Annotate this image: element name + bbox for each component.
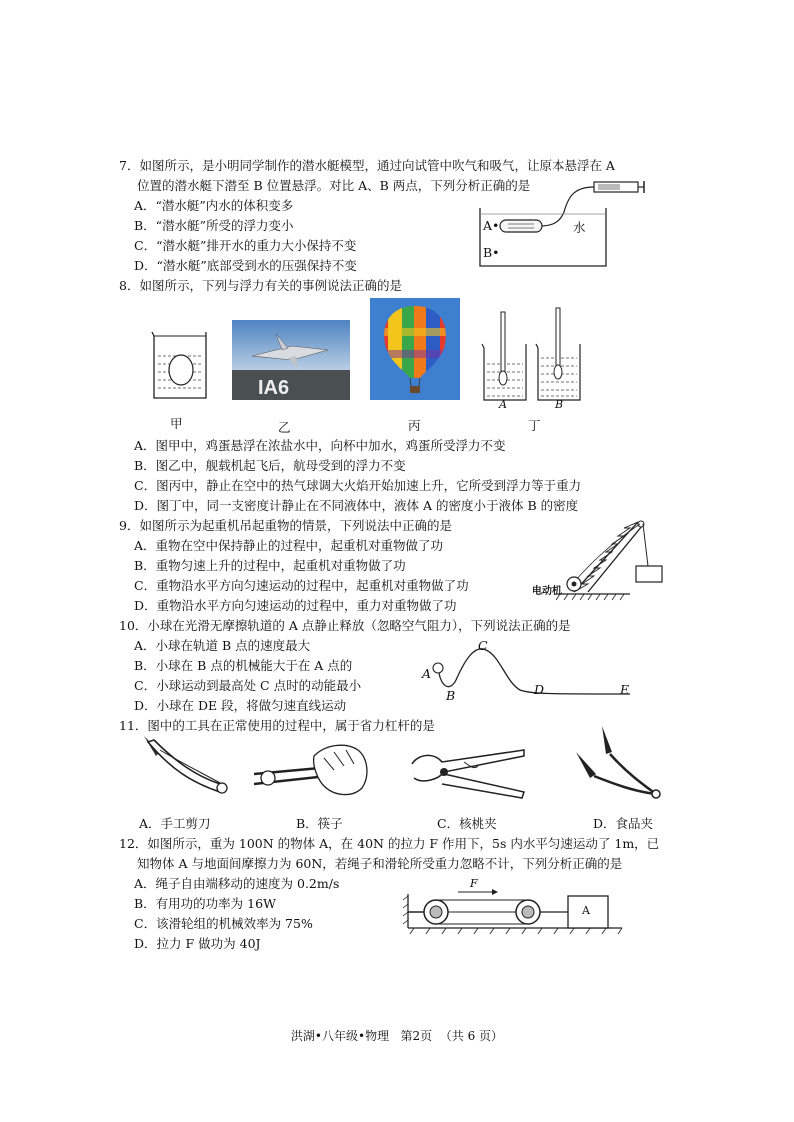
q7-submarine-figure [478, 178, 648, 270]
q9-option-a: A．重物在空中保持静止的过程中，起重机对重物做了功 [134, 538, 444, 553]
q12-label-block: A [582, 904, 590, 917]
q8-stem: 8．如图所示，下列与浮力有关的事例说法正确的是 [119, 278, 402, 293]
q10-label-d: D [534, 682, 545, 697]
q9-motor-label: 电动机 [532, 586, 562, 597]
q10-option-b: B．小球在 B 点的机械能大于在 A 点的 [134, 658, 353, 673]
q8-hot-air-balloon-photo [370, 298, 460, 400]
q8-caption-bing: 丙 [408, 418, 421, 433]
q8-option-c: C．图丙中，静止在空中的热气球调大火焰开始加速上升，它所受到浮力等于重力 [134, 478, 582, 493]
q11-caption-d: D．食品夹 [593, 816, 654, 831]
q7-label-water: 水 [573, 220, 586, 235]
q12-stem-line1: 12．如图所示，重为 100N 的物体 A，在 40N 的拉力 F 作用下，5s 内水平匀速运动了 1m，已 [119, 836, 660, 851]
q11-caption-a: A．手工剪刀 [139, 816, 211, 831]
q11-hand-shears-figure [140, 732, 230, 800]
q8-caption-jia: 甲 [170, 416, 183, 431]
q7-option-a: A．“潜水艇”内水的体积变多 [134, 198, 294, 213]
q12-option-c: C．该滑轮组的机械效率为 75% [134, 916, 313, 931]
q9-option-c: C．重物沿水平方向匀速运动的过程中，起重机对重物做了功 [134, 578, 469, 593]
q8-carrier-jet-photo [232, 320, 350, 400]
q12-stem-line2: 知物体 A 与地面间摩擦力为 60N，若绳子和滑轮所受重力忽略不计，下列分析正确的是 [137, 856, 623, 871]
q10-label-a: A [422, 666, 432, 681]
q12-option-b: B．有用功的功率为 16W [134, 896, 276, 911]
q7-label-a: A• [483, 218, 500, 233]
q10-track-figure [420, 638, 640, 704]
q8-option-d: D．图丁中，同一支密度计静止在不同液体中，液体 A 的密度小于液体 B 的密度 [134, 498, 579, 513]
q11-stem: 11．图中的工具在正常使用的过程中，属于省力杠杆的是 [119, 718, 435, 733]
q12-option-d: D．拉力 F 做功为 40J [134, 936, 261, 951]
q9-stem: 9．如图所示为起重机吊起重物的情景，下列说法中正确的是 [119, 518, 452, 533]
q10-stem: 10．小球在光滑无摩擦轨道的 A 点静止释放（忽略空气阻力），下列说法正确的是 [119, 618, 571, 633]
q10-option-c: C．小球运动到最高处 C 点时的动能最小 [134, 678, 362, 693]
q7-label-b: B• [483, 245, 500, 260]
q8-hydrometer-figure [478, 306, 590, 414]
q7-option-b: B．“潜水艇”所受的浮力变小 [134, 218, 294, 233]
q10-label-e: E [620, 682, 630, 697]
q10-label-b: B [446, 688, 456, 703]
q7-stem-line2: 位置的潜水艇下潜至 B 位置悬浮。对比 A、B 两点，下列分析正确的是 [137, 178, 531, 193]
q12-label-f: F [470, 877, 478, 890]
q10-label-c: C [478, 638, 488, 653]
q7-option-d: D．“潜水艇”底部受到水的压强保持不变 [134, 258, 357, 273]
q12-option-a: A．绳子自由端移动的速度为 0.2m/s [134, 876, 340, 891]
q7-option-c: C．“潜水艇”排开水的重力大小保持不变 [134, 238, 357, 253]
q9-crane-figure [530, 514, 670, 604]
q12-pulley-figure [402, 877, 632, 936]
q11-caption-b: B．筷子 [296, 816, 343, 831]
q8-option-a: A．图甲中，鸡蛋悬浮在浓盐水中，向杯中加水，鸡蛋所受浮力不变 [134, 438, 506, 453]
q8-option-b: B．图乙中，舰载机起飞后，航母受到的浮力不变 [134, 458, 406, 473]
q9-option-d: D．重物沿水平方向匀速运动的过程中，重力对重物做了功 [134, 598, 457, 613]
q8-caption-yi: 乙 [278, 420, 291, 435]
q11-chopsticks-figure [254, 736, 374, 800]
q8-beaker-egg-figure [148, 328, 210, 400]
q11-nutcracker-figure [408, 744, 528, 802]
q7-stem-line1: 7．如图所示，是小明同学制作的潜水艇模型，通过向试管中吹气和吸气，让原本悬浮在 A [119, 158, 615, 173]
q11-caption-c: C．核桃夹 [437, 816, 497, 831]
q8-caption-ding: 丁 [528, 418, 541, 433]
q8-deck-marking: IA6 [258, 377, 290, 399]
q9-option-b: B．重物匀速上升的过程中，起重机对重物做了功 [134, 558, 406, 573]
q10-option-d: D．小球在 DE 段，将做匀速直线运动 [134, 698, 347, 713]
q8-label-b: B [555, 398, 564, 411]
page-footer: 洪湖•八年级•物理 第2页 （共 6 页） [290, 1029, 504, 1043]
q8-label-a: A [499, 398, 507, 411]
q11-food-tongs-figure [566, 722, 666, 804]
q10-option-a: A．小球在轨道 B 点的速度最大 [134, 638, 311, 653]
